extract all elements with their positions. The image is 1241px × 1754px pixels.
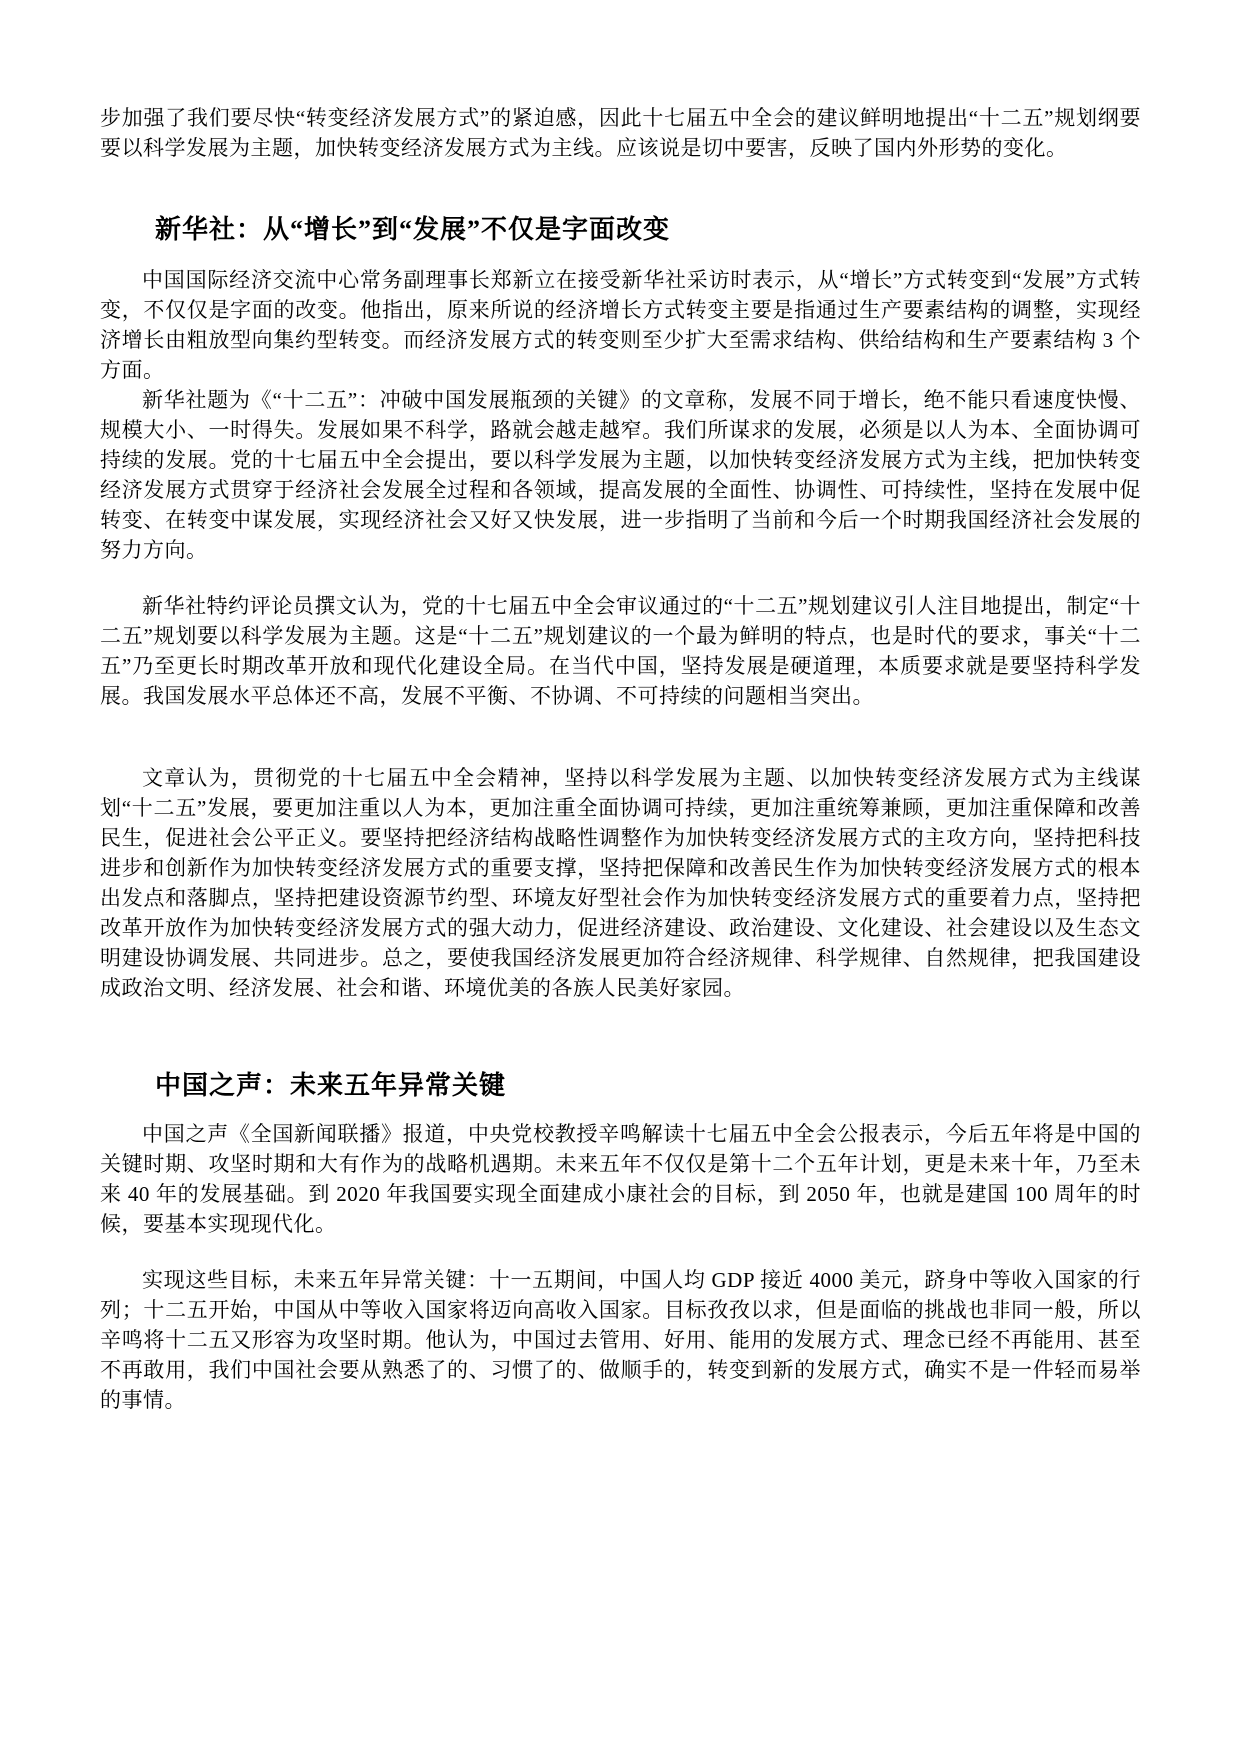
paragraph: 中国之声《全国新闻联播》报道，中央党校教授辛鸣解读十七届五中全会公报表示，今后五年将是中国的关键时期、攻坚时期和大有作为的战略机遇期。未来五年不仅仅是第十二个五年计划，更是未来十年，乃至未来 40 年的发展基础。到 2020 年我国要实现全面建成小康社会的目标，到 2050 年，也就是建国 100 周年的时候，要基本实现现代化。: [100, 1122, 1141, 1236]
paragraph: 新华社特约评论员撰文认为，党的十七届五中全会审议通过的“十二五”规划建议引人注目地提出，制定“十二五”规划要以科学发展为主题。这是“十二五”规划建议的一个最为鲜明的特点，也是时代的要求，事关“十二五”乃至更长时期改革开放和现代化建设全局。在当代中国，坚持发展是硬道理，本质要求就是要坚持科学发展。我国发展水平总体还不高，发展不平衡、不协调、不可持续的问题相当突出。: [100, 594, 1141, 708]
paragraph: 新华社题为《“十二五”：冲破中国发展瓶颈的关键》的文章称，发展不同于增长，绝不能只看速度快慢、规模大小、一时得失。发展如果不科学，路就会越走越窄。我们所谋求的发展，必须是以人为本、全面协调可持续的发展。党的十七届五中全会提出，要以科学发展为主题，以加快转变经济发展方式为主线，把加快转变经济发展方式贯穿于经济社会发展全过程和各领域，提高发展的全面性、协调性、可持续性，坚持在发展中促转变、在转变中谋发展，实现经济社会又好又快发展，进一步指明了当前和今后一个时期我国经济社会发展的努力方向。: [100, 388, 1141, 562]
section-heading-zhongguozhisheng: 中国之声：未来五年异常关键: [155, 1071, 507, 1100]
paragraph: 实现这些目标，未来五年异常关键：十一五期间，中国人均 GDP 接近 4000 美元，跻身中等收入国家的行列；十二五开始，中国从中等收入国家将迈向高收入国家。目标孜孜以求，但是面临的挑战也非同一般，所以辛鸣将十二五又形容为攻坚时期。他认为，中国过去管用、好用、能用的发展方式、理念已经不再能用、甚至不再敢用，我们中国社会要从熟悉了的、习惯了的、做顺手的，转变到新的发展方式，确实不是一件轻而易举的事情。: [100, 1268, 1141, 1412]
intro-paragraph: 步加强了我们要尽快“转变经济发展方式”的紧迫感，因此十七届五中全会的建议鲜明地提出“十二五”规划纲要要以科学发展为主题，加快转变经济发展方式为主线。应该说是切中要害，反映了国内外形势的变化。: [100, 106, 1141, 160]
paragraph: 中国国际经济交流中心常务副理事长郑新立在接受新华社采访时表示，从“增长”方式转变到“发展”方式转变，不仅仅是字面的改变。他指出，原来所说的经济增长方式转变主要是指通过生产要素结构的调整，实现经济增长由粗放型向集约型转变。而经济发展方式的转变则至少扩大至需求结构、供给结构和生产要素结构 3 个方面。: [100, 268, 1141, 382]
paragraph: 文章认为，贯彻党的十七届五中全会精神，坚持以科学发展为主题、以加快转变经济发展方式为主线谋划“十二五”发展，要更加注重以人为本，更加注重全面协调可持续，更加注重统筹兼顾，更加注重保障和改善民生，促进社会公平正义。要坚持把经济结构战略性调整作为加快转变经济发展方式的主攻方向，坚持把科技进步和创新作为加快转变经济发展方式的重要支撑，坚持把保障和改善民生作为加快转变经济发展方式的根本出发点和落脚点，坚持把建设资源节约型、环境友好型社会作为加快转变经济发展方式的重要着力点，坚持把改革开放作为加快转变经济发展方式的强大动力，促进经济建设、政治建设、文化建设、社会建设以及生态文明建设协调发展、共同进步。总之，要使我国经济发展更加符合经济规律、科学规律、自然规律，把我国建设成政治文明、经济发展、社会和谐、环境优美的各族人民美好家园。: [100, 766, 1141, 1000]
section-heading-xinhua: 新华社：从“增长”到“发展”不仅是字面改变: [155, 215, 671, 244]
